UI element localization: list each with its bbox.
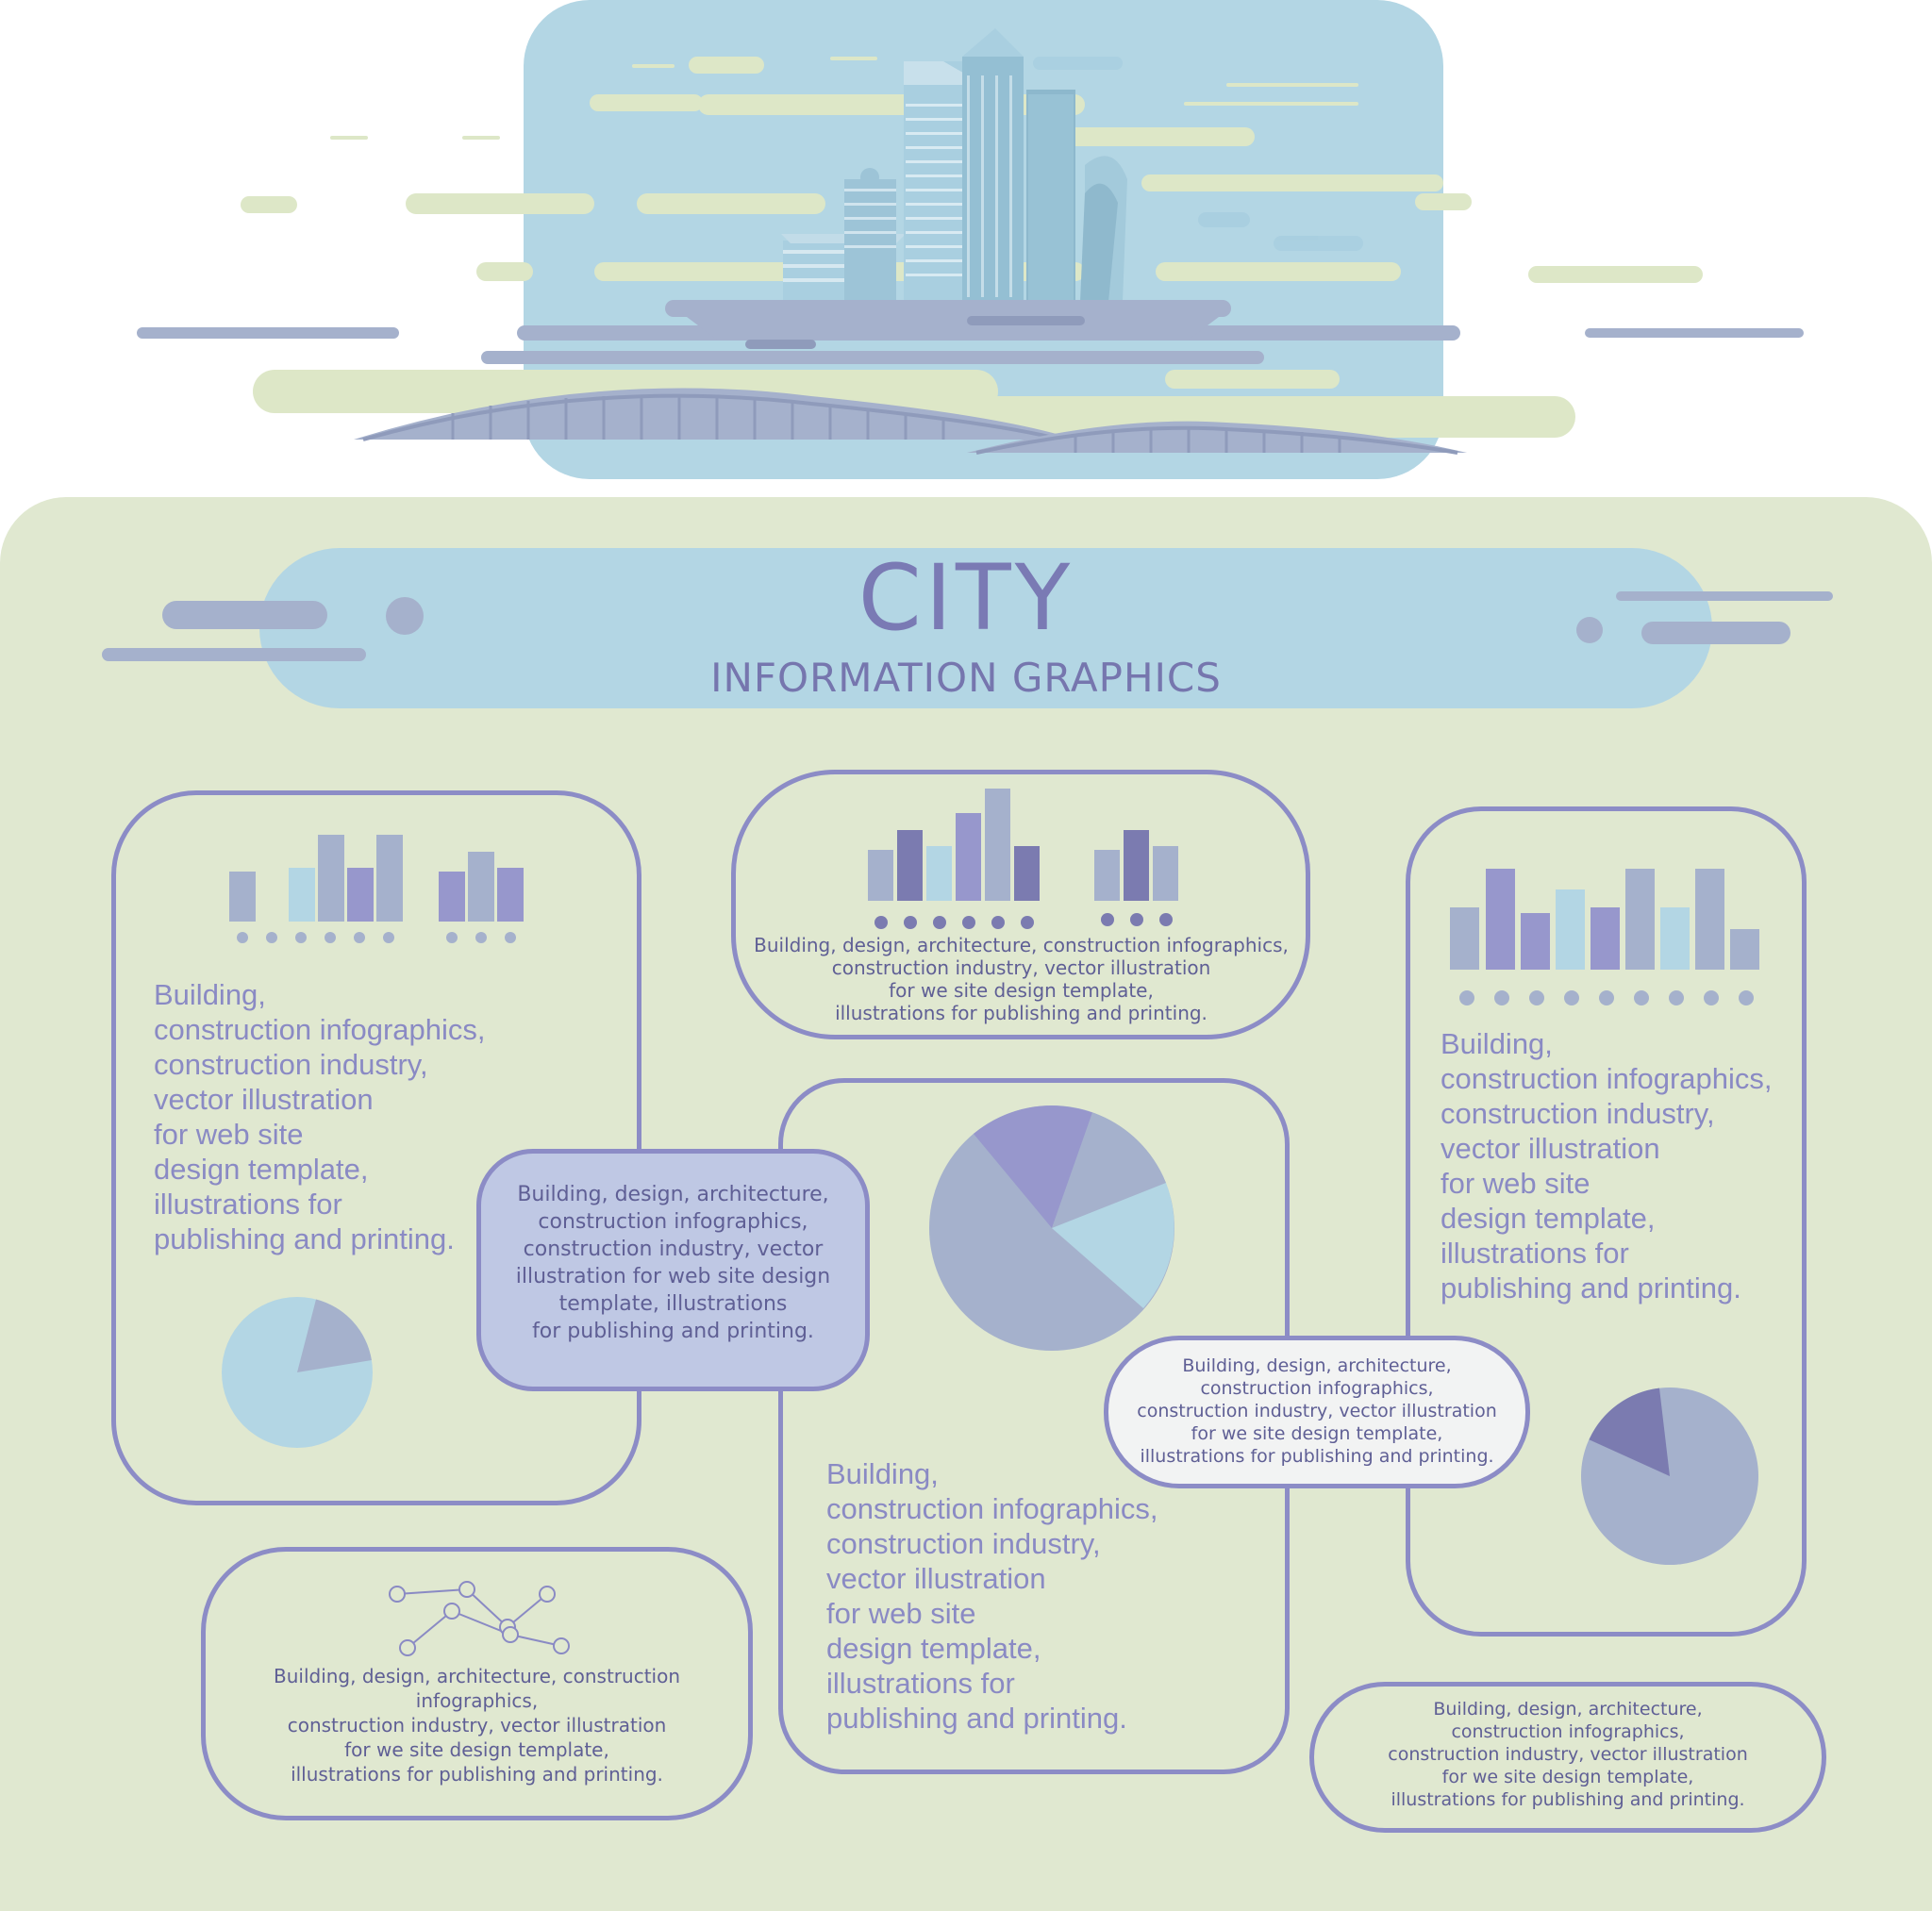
left-bar-chart [217,811,538,972]
right-panel-text: Building, construction infographics, construction industry, vector illustration for web site design template, illustrations for publishing and printing. [1441,1027,1773,1304]
right-bar-chart [1443,854,1783,1052]
bottom-right-panel-text: Building, design, architecture, construction infographics, construction industry, vector illustration for we site design template, illustrations for publishing and printing. [1388,1699,1748,1810]
page-subtitle: INFORMATION GRAPHICS [710,655,1222,701]
page-title: CITY [858,545,1074,651]
center-pie-chart [920,1094,1184,1358]
city-skyline-illustration [0,0,1932,490]
network-graph-icon [382,1570,590,1674]
top-center-panel-text: Building, design, architecture, construction infographics, construction industry, vector illustration for we site design template, illustrations for publishing and printing. [754,934,1289,1024]
white-card-text: Building, design, architecture, construction infographics, construction industry, vector illustration for we site design template, illustrations for publishing and printing. [1137,1355,1497,1467]
right-pie-chart [1575,1382,1764,1570]
left-panel-text: Building, construction infographics, construction industry, vector illustration for web site design template, illustrations for publishing and printing. [154,978,486,1255]
left-pie-chart [217,1292,377,1453]
bottom-left-panel-text: Building, design, architecture, construction infographics, construction industry, vector illustration for we site design template, illustrations for publishing and printing. [273,1665,680,1786]
middle-card-text: Building, design, architecture, construction infographics, construction industry, vector illustration for web site design template, illustrations for publishing and printing. [515,1183,831,1343]
center-panel-text: Building, construction infographics, construction industry, vector illustration for web site design template, illustrations for publishing and printing. [826,1457,1158,1735]
top-center-bar-chart [858,783,1198,934]
